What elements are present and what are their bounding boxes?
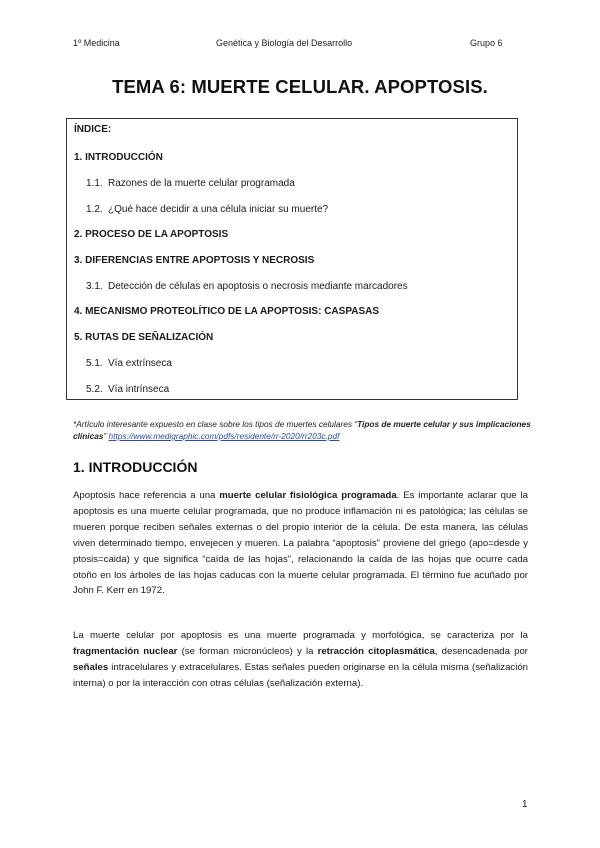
page-title: TEMA 6: MUERTE CELULAR. APOPTOSIS. — [112, 76, 488, 97]
toc-item[interactable]: 1. INTRODUCCIÓN — [74, 152, 163, 163]
toc-item[interactable]: 1.2. ¿Qué hace decidir a una célula iniciar su muerte? — [86, 204, 329, 215]
toc-item[interactable]: 5.2. Vía intrínseca — [86, 384, 170, 395]
toc-item[interactable]: 5. RUTAS DE SEÑALIZACIÓN — [74, 332, 214, 343]
toc-item[interactable]: 3.1. Detección de células en apoptosis o necrosis mediante marcadores — [86, 281, 408, 292]
toc-heading: ÍNDICE: — [74, 124, 112, 135]
table-of-contents — [66, 118, 518, 400]
section-title: 1. INTRODUCCIÓN — [73, 459, 198, 475]
toc-item[interactable]: 2. PROCESO DE LA APOPTOSIS — [74, 229, 229, 240]
header-group: Grupo 6 — [470, 38, 503, 48]
intro-paragraph-1: Apoptosis hace referencia a una muerte celular fisiológica programada. Es importante aclarar que la apoptosis es una muerte celular programada, que no produce inflamación ni es patológica; las células se mueren porque reciben señales externas o del propio interior de la célula. De esta manera, las células viven determinado tiempo, envejecen y mueren. La palabra “apoptosis” proviene del griego (apo=desde y ptosis=caida) y que significa “caída de las hojas”, relacionando la caída de las hojas que ocurre cada otoño en los árboles de las hojas caducas con la muerte celular programada. El término fue acuñado por John F. Kerr en 1972. — [73, 490, 528, 597]
article-note: *Artículo interesante expuesto en clase sobre los tipos de muertes celulares “Tipos de muerte celular y sus implicaciones clínicas” https://www.medigraphic.com/pdfs/residente/rr-2020/rr203c.pdf — [73, 419, 531, 441]
intro-paragraph-2: La muerte celular por apoptosis es una muerte programada y morfológica, se caracteriza por la fragmentación nuclear (se forman micronúcleos) y la retracción citoplasmática, desencadenada por señales intracelulares y extracelulares. Estas señales pueden originarse en la célula misma (señalización interna) o por la interacción con otras células (señalización externa). — [73, 630, 528, 689]
toc-item[interactable]: 1.1. Razones de la muerte celular programada — [86, 178, 295, 189]
toc-item[interactable]: 5.1. Vía extrínseca — [86, 358, 172, 369]
header-subject: Genética y Biología del Desarrollo — [216, 38, 353, 48]
toc-item[interactable]: 3. DIFERENCIAS ENTRE APOPTOSIS Y NECROSIS — [74, 255, 315, 266]
page-number: 1 — [522, 799, 528, 810]
header-course: 1º Medicina — [73, 38, 120, 48]
toc-item[interactable]: 4. MECANISMO PROTEOLÍTICO DE LA APOPTOSIS: CASPASAS — [74, 306, 380, 317]
article-link[interactable]: https://www.medigraphic.com/pdfs/residente/rr-2020/rr203c.pdf — [108, 431, 340, 441]
